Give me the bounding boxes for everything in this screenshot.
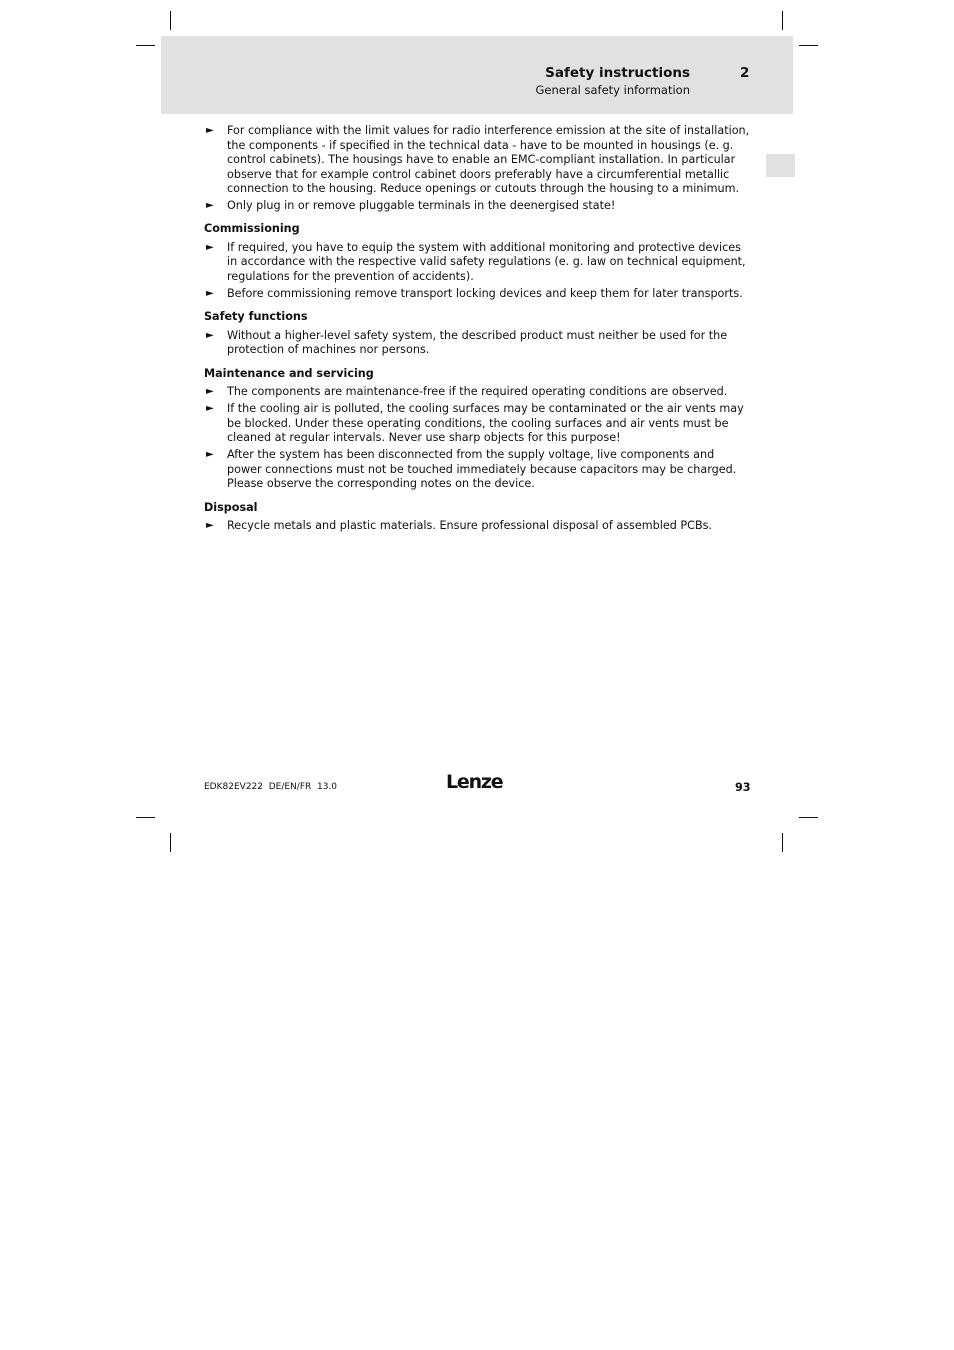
section-heading-maintenance: Maintenance and servicing <box>204 366 374 380</box>
crop-mark <box>136 817 155 818</box>
page-number: 93 <box>735 781 751 794</box>
list-item-text: For compliance with the limit values for radio interference emission at the site of installation, the components - if specified in the technical data - have to be mounted in housings (e. g. control cabinets). The housings have to enable an EMC-compliant installation. In particular observe that for example control cabinet doors preferably have a circumferential metallic connection to the housing. Reduce openings or cutouts through the housing to a minimum. <box>227 124 750 195</box>
header-band <box>161 36 793 114</box>
list-item <box>204 385 752 400</box>
list-item-text: The components are maintenance-free if the required operating conditions are observed. <box>227 385 728 399</box>
crop-mark <box>782 11 783 30</box>
chapter-side-tab <box>766 154 795 177</box>
list-item-text: Without a higher-level safety system, the described product must neither be used for the protection of machines nor persons. <box>227 328 728 357</box>
crop-mark <box>799 817 818 818</box>
crop-mark <box>799 45 818 46</box>
list-item-text: After the system has been disconnected from the supply voltage, live components and power connections must not be touched immediately because capacitors may be charged. Please observe the corresponding notes on the device. <box>227 448 737 491</box>
document-id: EDK82EV222 DE/EN/FR 13.0 <box>204 782 338 792</box>
page-content <box>204 124 752 536</box>
chapter-number: 2 <box>740 65 750 81</box>
list-item-text: If required, you have to equip the system with additional monitoring and protective devices in accordance with the respective valid safety regulations (e. g. law on technical equipment, regulations for the prevention of accidents). <box>227 240 746 283</box>
crop-mark <box>170 11 171 30</box>
chapter-subtitle: General safety information <box>535 83 690 97</box>
triangle-bullet-icon: ► <box>206 449 214 461</box>
list-item <box>204 329 752 358</box>
triangle-bullet-icon: ► <box>206 199 214 211</box>
triangle-bullet-icon: ► <box>206 329 214 341</box>
list-item-text: Recycle metals and plastic materials. Ensure professional disposal of assembled PCBs. <box>227 519 713 533</box>
safety-functions-list <box>204 329 752 358</box>
list-item-text: Only plug in or remove pluggable terminals in the deenergised state! <box>227 198 616 212</box>
triangle-bullet-icon: ► <box>206 287 214 299</box>
crop-mark <box>170 833 171 852</box>
intro-list <box>204 124 752 213</box>
list-item <box>204 287 752 302</box>
chapter-title: Safety instructions <box>545 65 690 81</box>
list-item <box>204 124 752 197</box>
triangle-bullet-icon: ► <box>206 403 214 415</box>
list-item <box>204 519 752 534</box>
section-heading-safety-functions: Safety functions <box>204 310 308 324</box>
section-heading-disposal: Disposal <box>204 500 258 514</box>
list-item <box>204 402 752 446</box>
crop-mark <box>136 45 155 46</box>
triangle-bullet-icon: ► <box>206 386 214 398</box>
triangle-bullet-icon: ► <box>206 520 214 532</box>
maintenance-list <box>204 385 752 491</box>
disposal-list <box>204 519 752 534</box>
list-item-text: Before commissioning remove transport locking devices and keep them for later transports. <box>227 286 743 300</box>
list-item <box>204 241 752 285</box>
commissioning-list <box>204 241 752 301</box>
list-item <box>204 448 752 492</box>
crop-mark <box>782 833 783 852</box>
list-item-text: If the cooling air is polluted, the cooling surfaces may be contaminated or the air vents may be blocked. Under these operating conditions, the cooling surfaces and air vents must be cleaned at regular intervals. Never use sharp objects for this purpose! <box>227 402 744 445</box>
section-heading-commissioning: Commissioning <box>204 222 300 236</box>
triangle-bullet-icon: ► <box>206 241 214 253</box>
lenze-logo: Lenze <box>446 771 503 793</box>
triangle-bullet-icon: ► <box>206 125 214 136</box>
list-item <box>204 199 752 214</box>
